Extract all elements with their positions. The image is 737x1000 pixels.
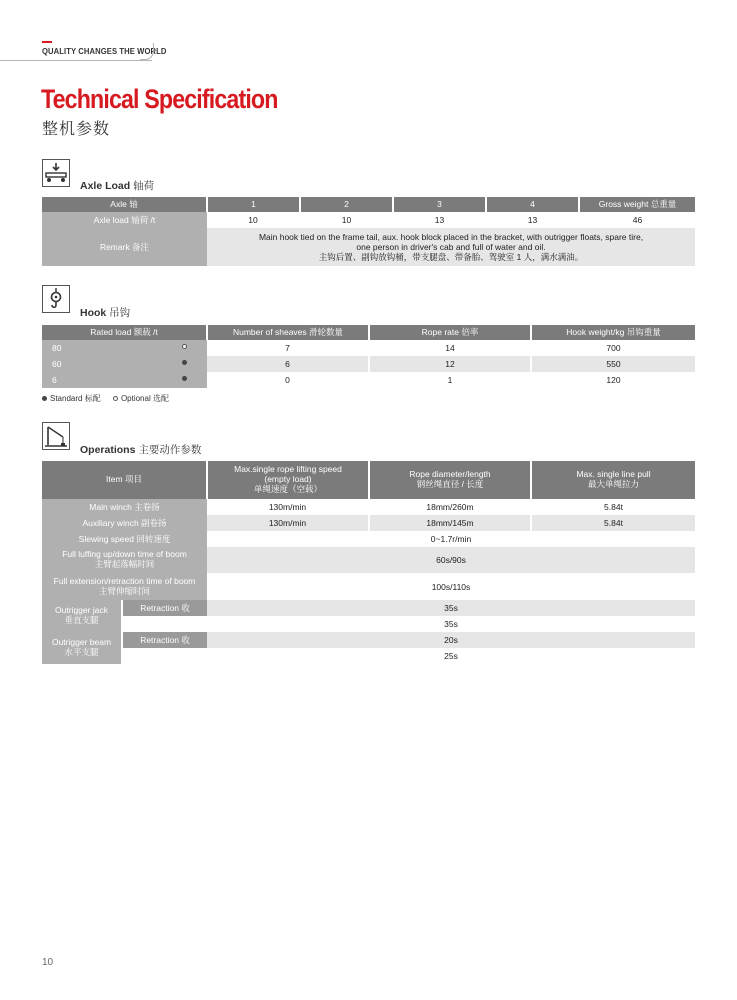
- rated-load: 6: [42, 372, 207, 388]
- hook-header-cell: Number of sheaves 滑轮数量: [207, 325, 369, 340]
- table-row: [42, 531, 695, 547]
- remark-label: Remark 备注: [42, 228, 207, 266]
- page-number: 10: [42, 957, 54, 968]
- table-row: [42, 356, 695, 372]
- hook-header-cell: Hook weight/kg 吊钩重量: [531, 325, 695, 340]
- jack-retraction-value: 35s: [207, 600, 695, 616]
- luffing-value: 60s/90s: [207, 547, 695, 573]
- hook-weight-value: 550: [531, 356, 695, 372]
- page-subtitle: 整机参数: [42, 121, 111, 138]
- table-row: [42, 372, 695, 388]
- extension-label: Full extension/retraction time of boom 主臂伸缩时间: [42, 573, 207, 600]
- aux-winch-label: Auxiliary winch 副卷扬: [42, 515, 207, 531]
- table-row: [42, 515, 695, 531]
- jack-retraction-label: Retraction 收: [122, 600, 207, 616]
- header-rule: [0, 60, 152, 61]
- rated-load: 60: [42, 356, 207, 372]
- aux-winch-pull: 5.84t: [531, 515, 695, 531]
- axle-header-cell: 3: [393, 197, 486, 212]
- axle-load-value: 13: [486, 212, 579, 228]
- axle-header-cell: 1: [207, 197, 300, 212]
- axle-header-cell: Axle 轴: [42, 197, 207, 212]
- sheaves-value: 6: [207, 356, 369, 372]
- standard-marker-icon: [182, 360, 187, 365]
- table-row: [42, 648, 695, 664]
- hook-icon: [42, 285, 70, 313]
- axle-header-cell: Gross weight 总重量: [579, 197, 695, 212]
- standard-marker-icon: [182, 376, 187, 381]
- hook-header-cell: Rope rate 倍率: [369, 325, 531, 340]
- table-row: [42, 632, 695, 648]
- axle-header-cell: 4: [486, 197, 579, 212]
- table-row: [42, 600, 695, 616]
- optional-marker-icon: [113, 396, 118, 401]
- slewing-label: Slewing speed 回转速度: [42, 531, 207, 547]
- aux-winch-rope: 18mm/145m: [369, 515, 531, 531]
- sheaves-value: 0: [207, 372, 369, 388]
- ops-header-pull: Max. single line pull 最大单绳拉力: [531, 461, 695, 499]
- axle-gross-weight: 46: [579, 212, 695, 228]
- operations-table: [42, 461, 695, 664]
- sheaves-value: 7: [207, 340, 369, 356]
- luffing-label: Full luffing up/down time of boom 主臂起落幅时间: [42, 547, 207, 573]
- main-winch-label: Main winch 主卷扬: [42, 499, 207, 515]
- axle-load-value: 10: [207, 212, 300, 228]
- beam-extension-label: Extension 放: [122, 648, 207, 664]
- table-row: [42, 547, 695, 573]
- jack-extension-value: 35s: [207, 616, 695, 632]
- ops-header-rope: Rope diameter/length 钢丝绳直径 / 长度: [369, 461, 531, 499]
- axle-section-title: Axle Load 轴荷: [80, 180, 155, 192]
- truck-axle-icon: [42, 159, 70, 187]
- operations-section-title: Operations 主要动作参数: [80, 444, 202, 456]
- crane-icon: [42, 422, 70, 450]
- slewing-value: 0~1.7r/min: [207, 531, 695, 547]
- beam-retraction-label: Retraction 收: [122, 632, 207, 648]
- outrigger-jack-label: Outrigger jack 垂直支腿: [42, 600, 122, 632]
- hook-table: [42, 325, 695, 388]
- brand-slogan: QUALITY CHANGES THE WORLD: [42, 46, 167, 56]
- rope-rate-value: 1: [369, 372, 531, 388]
- axle-load-value: 10: [300, 212, 393, 228]
- rope-rate-value: 14: [369, 340, 531, 356]
- axle-header-cell: 2: [300, 197, 393, 212]
- ops-header-item: Item 项目: [42, 461, 207, 499]
- axle-load-label: Axle load 轴荷 /t: [42, 212, 207, 228]
- main-winch-speed: 130m/min: [207, 499, 369, 515]
- remark-text: Main hook tied on the frame tail, aux. hook block placed in the bracket, with outrigger floats, spare tire, one person in driver's cab and full of water and oil. 主钩后置、副钩放钩桶，带支腿盘、带备胎、驾驶室 1 人，满水满油。: [207, 228, 695, 266]
- jack-extension-label: Extension 放: [122, 616, 207, 632]
- hook-section-title: Hook 吊钩: [80, 307, 131, 319]
- page-title: Technical Specification: [41, 84, 278, 114]
- hook-weight-value: 120: [531, 372, 695, 388]
- rope-rate-value: 12: [369, 356, 531, 372]
- aux-winch-speed: 130m/min: [207, 515, 369, 531]
- hook-header-cell: Rated load 额载 /t: [42, 325, 207, 340]
- standard-marker-icon: [42, 396, 47, 401]
- table-row: [42, 616, 695, 632]
- optional-marker-icon: [182, 344, 187, 349]
- ops-header-speed: Max.single rope lifting speed (empty load) 单绳速度（空载）: [207, 461, 369, 499]
- outrigger-beam-label: Outrigger beam 水平支腿: [42, 632, 122, 664]
- main-winch-rope: 18mm/260m: [369, 499, 531, 515]
- beam-retraction-value: 20s: [207, 632, 695, 648]
- beam-extension-value: 25s: [207, 648, 695, 664]
- rated-load: 80: [42, 340, 207, 356]
- table-row: [42, 573, 695, 600]
- axle-load-table: [42, 197, 695, 266]
- extension-value: 100s/110s: [207, 573, 695, 600]
- hook-legend: Standard 标配 Optional 选配: [42, 393, 169, 404]
- table-row: [42, 340, 695, 356]
- table-row: [42, 499, 695, 515]
- main-winch-pull: 5.84t: [531, 499, 695, 515]
- hook-weight-value: 700: [531, 340, 695, 356]
- axle-load-value: 13: [393, 212, 486, 228]
- header-rule-curve: [140, 43, 154, 60]
- brand-accent-bar: [42, 41, 52, 43]
